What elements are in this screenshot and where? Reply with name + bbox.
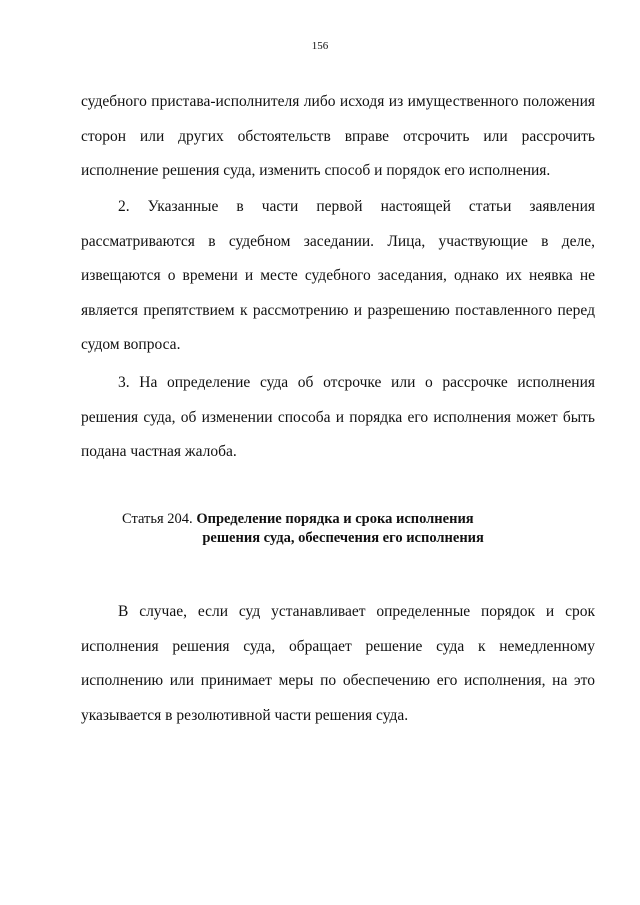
paragraph-item-2 (81, 190, 595, 363)
article-title-line-2: решения суда, обеспечения его исполнения (202, 530, 484, 546)
paragraph-text: В случае, если суд устанавливает определенные порядок и срок исполнения решения суда, обращает решение суда к немедленному исполнению или принимает меры по обеспечению его исполнения, на это указывается в резолютивной части решения суда. (81, 603, 595, 724)
page-number: 156 (311, 40, 329, 52)
paragraph-continuation (81, 85, 595, 189)
paragraph-text: судебного пристава-исполнителя либо исходя из имущественного положения сторон или других обстоятельств вправе отсрочить или рассрочить исполнение решения суда, изменить способ и порядок его исполнения. (81, 93, 595, 179)
paragraph-item-3 (81, 366, 595, 470)
article-title (196, 510, 484, 548)
article-label: Статья 204. (122, 511, 193, 527)
article-title-line-1: Определение порядка и срока исполнения (196, 511, 474, 527)
paragraph-text: 2. Указанные в части первой настоящей статьи заявления рассматриваются в судебном заседании. Лица, участвующие в деле, извещаются о времени и месте судебного заседания, однако их неявка не является препятствием к рассмотрению и разрешению поставленного перед судом вопроса. (81, 198, 595, 353)
article-body-paragraph (81, 595, 595, 733)
paragraph-text: 3. На определение суда об отсрочке или о рассрочке исполнения решения суда, об изменении способа и порядка его исполнения может быть подана частная жалоба. (81, 374, 595, 460)
article-heading (122, 510, 582, 548)
